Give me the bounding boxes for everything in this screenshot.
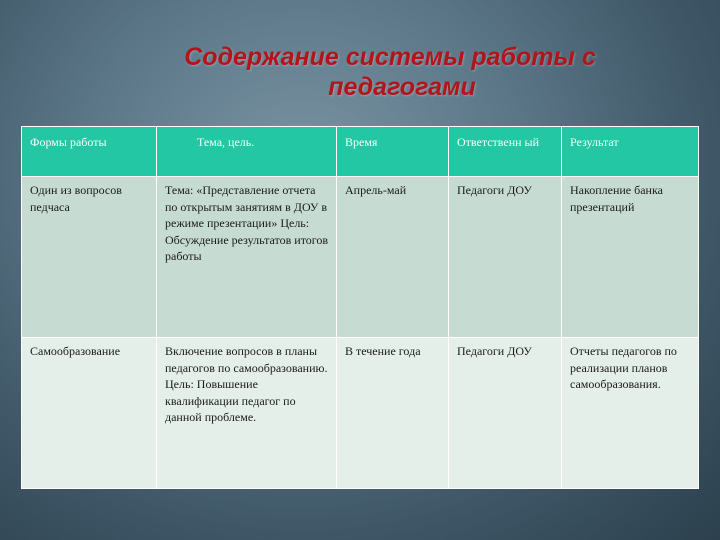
work-plan-table <box>21 126 699 489</box>
cell-result: Отчеты педагогов по реализации планов самообразования. <box>562 338 699 489</box>
slide-title-line-1: Содержание системы работы с <box>184 43 596 71</box>
cell-result: Накопление банка презентаций <box>562 177 699 338</box>
table-header-row <box>22 127 699 177</box>
table-row <box>22 338 699 489</box>
cell-responsible: Педагоги ДОУ <box>449 177 562 338</box>
slide-title <box>150 42 630 102</box>
header-time: Время <box>337 127 449 177</box>
cell-topic: Включение вопросов в планы педагогов по самообразованию. Цель: Повышение квалификации педагог по данной проблеме. <box>157 338 337 489</box>
cell-time: Апрель-май <box>337 177 449 338</box>
header-forms: Формы работы <box>22 127 157 177</box>
slide-title-line-2: педагогами <box>328 73 476 101</box>
header-topic: Тема, цель. <box>157 127 337 177</box>
cell-responsible: Педагоги ДОУ <box>449 338 562 489</box>
table-row <box>22 177 699 338</box>
cell-time: В течение года <box>337 338 449 489</box>
cell-topic: Тема: «Представление отчета по открытым занятиям в ДОУ в режиме презентации» Цель: Обсуждение результатов итогов работы <box>157 177 337 338</box>
header-result: Результат <box>562 127 699 177</box>
cell-form: Самообразование <box>22 338 157 489</box>
header-responsible: Ответственн ый <box>449 127 562 177</box>
cell-form: Один из вопросов педчаса <box>22 177 157 338</box>
